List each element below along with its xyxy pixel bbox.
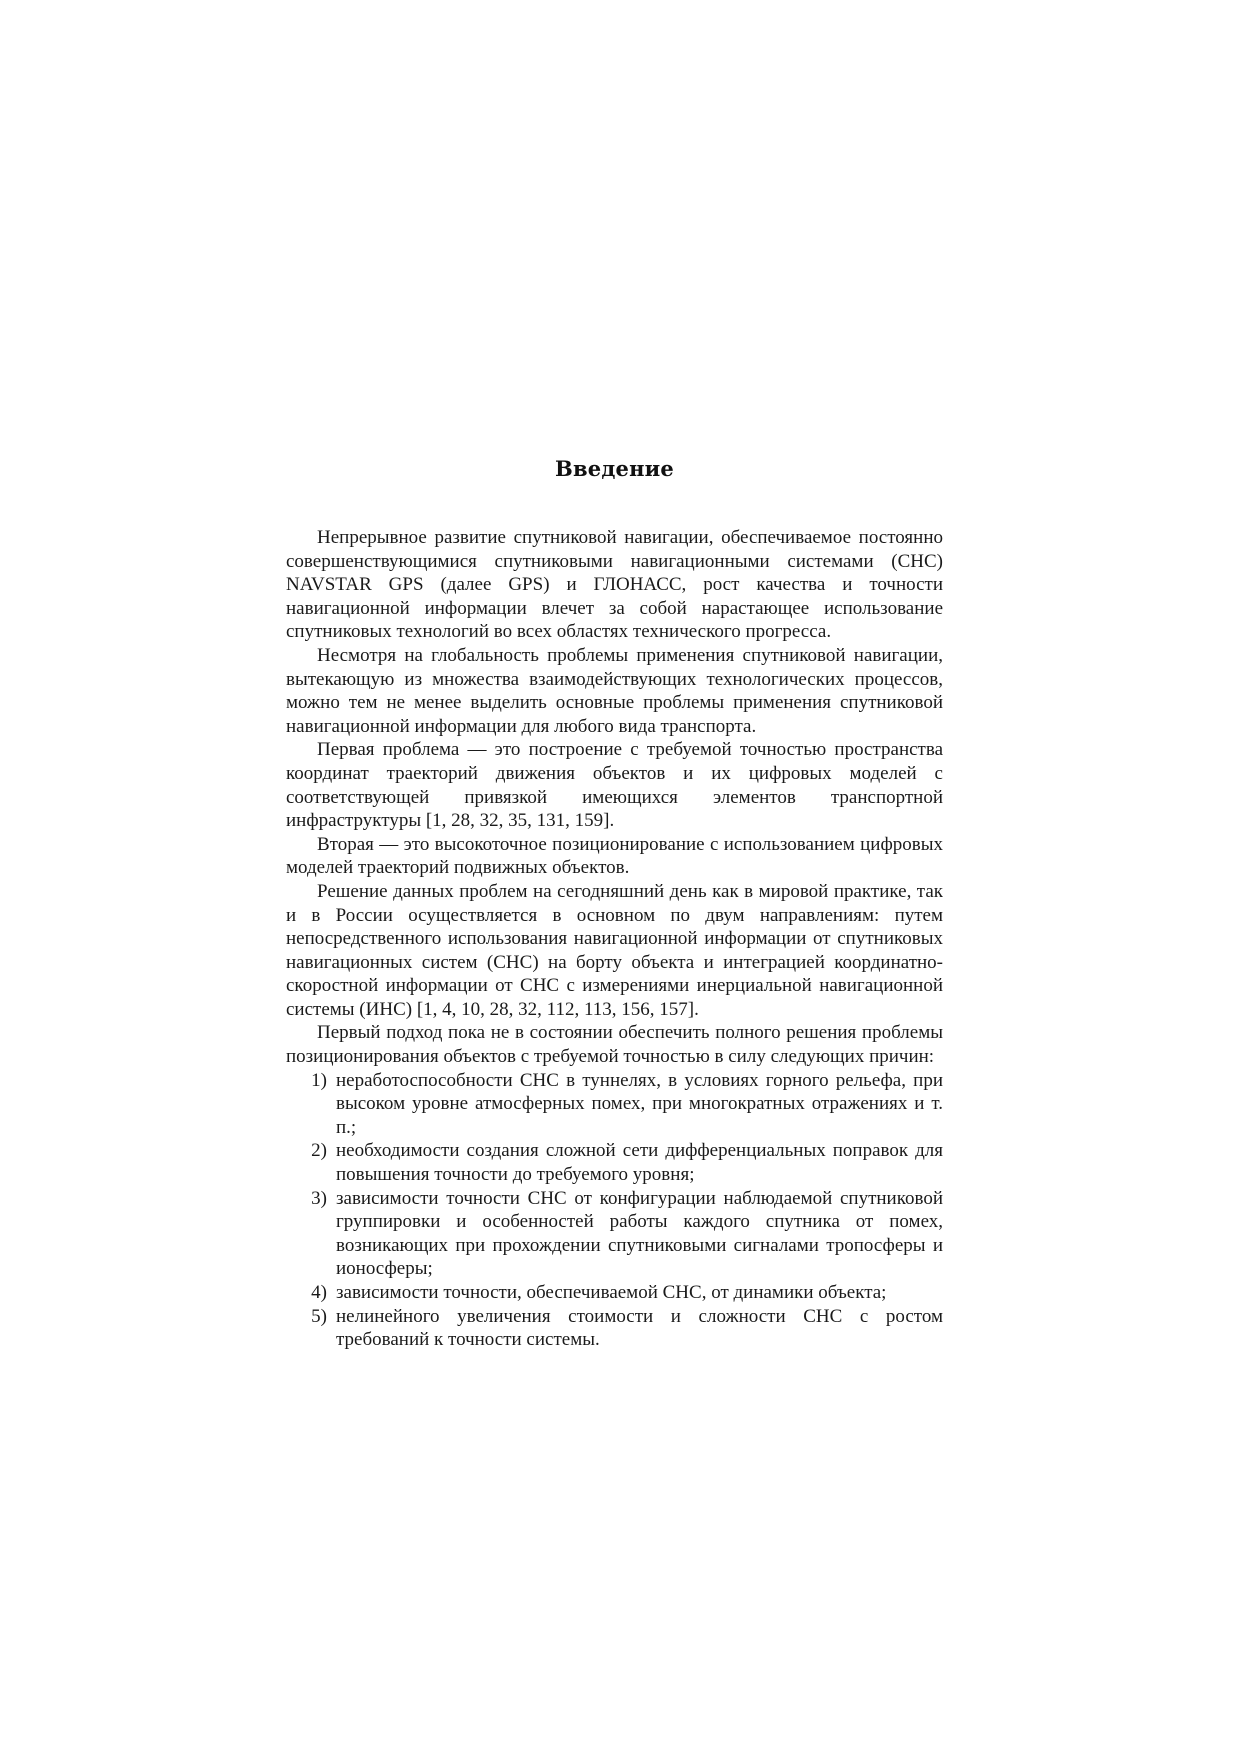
list-item-number: 3) (311, 1187, 327, 1209)
reasons-list (286, 1069, 943, 1352)
paragraph: Вторая — это высокоточное позиционирование с использованием цифровых моделей траекторий подвижных объектов. (286, 833, 943, 879)
list-item-number: 1) (311, 1069, 327, 1091)
list-item (286, 1305, 943, 1352)
list-item-text: зависимости точности СНС от конфигурации наблюдаемой спутниковой группировки и особенностей работы каждого спутника от помех, возникающих при прохождении спутниковыми сигналами тропосферы и ионосферы; (336, 1187, 943, 1280)
list-item (286, 1069, 943, 1140)
list-item-number: 5) (311, 1305, 327, 1327)
list-item-text: нелинейного увеличения стоимости и сложности СНС с ростом требований к точности системы. (336, 1305, 943, 1351)
paragraph: Первая проблема — это построение с требуемой точностью пространства координат траекторий движения объектов и их цифровых моделей с соответствующей привязкой имеющихся элементов транспортной инфраструктуры [1, 28, 32, 35, 131, 159]. (286, 739, 943, 832)
list-item-text: неработоспособности СНС в туннелях, в условиях горного рельефа, при высоком уровне атмосферных помех, при многократных отражениях и т. п.; (336, 1069, 943, 1138)
list-item-number: 2) (311, 1140, 327, 1162)
list-item-text: зависимости точности, обеспечиваемой СНС, от динамики объекта; (336, 1282, 887, 1303)
paragraph: Несмотря на глобальность проблемы применения спутниковой навигации, вытекающую из множества взаимодействующих технологических процессов, можно тем не менее выделить основные проблемы применения спутниковой навигационной информации для любого вида транспорта. (286, 644, 943, 737)
list-item (286, 1187, 943, 1281)
list-item (286, 1139, 943, 1186)
paragraph: Первый подход пока не в состоянии обеспечить полного решения проблемы позиционирования объектов с требуемой точностью в силу следующих причин: (286, 1022, 943, 1068)
list-item-text: необходимости создания сложной сети дифференциальных поправок для повышения точности до требуемого уровня; (336, 1140, 943, 1186)
page-content (286, 456, 943, 1352)
paragraph: Решение данных проблем на сегодняшний день как в мировой практике, так и в России осуществляется в основном по двум направлениям: путем непосредственного использования навигационной информации от спутниковых навигационных систем (СНС) на борту объекта и интеграцией координатно-скоростной информации от СНС с измерениями инерциальной навигационной системы (ИНС) [1, 4, 10, 28, 32, 112, 113, 156, 157]. (286, 880, 943, 1020)
list-item (286, 1281, 943, 1305)
chapter-title: Введение (555, 456, 674, 481)
paragraph: Непрерывное развитие спутниковой навигации, обеспечиваемое постоянно совершенствующимися спутниковыми навигационными системами (СНС) NAVSTAR GPS (далее GPS) и ГЛОНАСС, рост качества и точности навигационной информации влечет за собой нарастающее использование спутниковых технологий во всех областях технического прогресса. (286, 527, 943, 643)
list-item-number: 4) (311, 1282, 327, 1303)
